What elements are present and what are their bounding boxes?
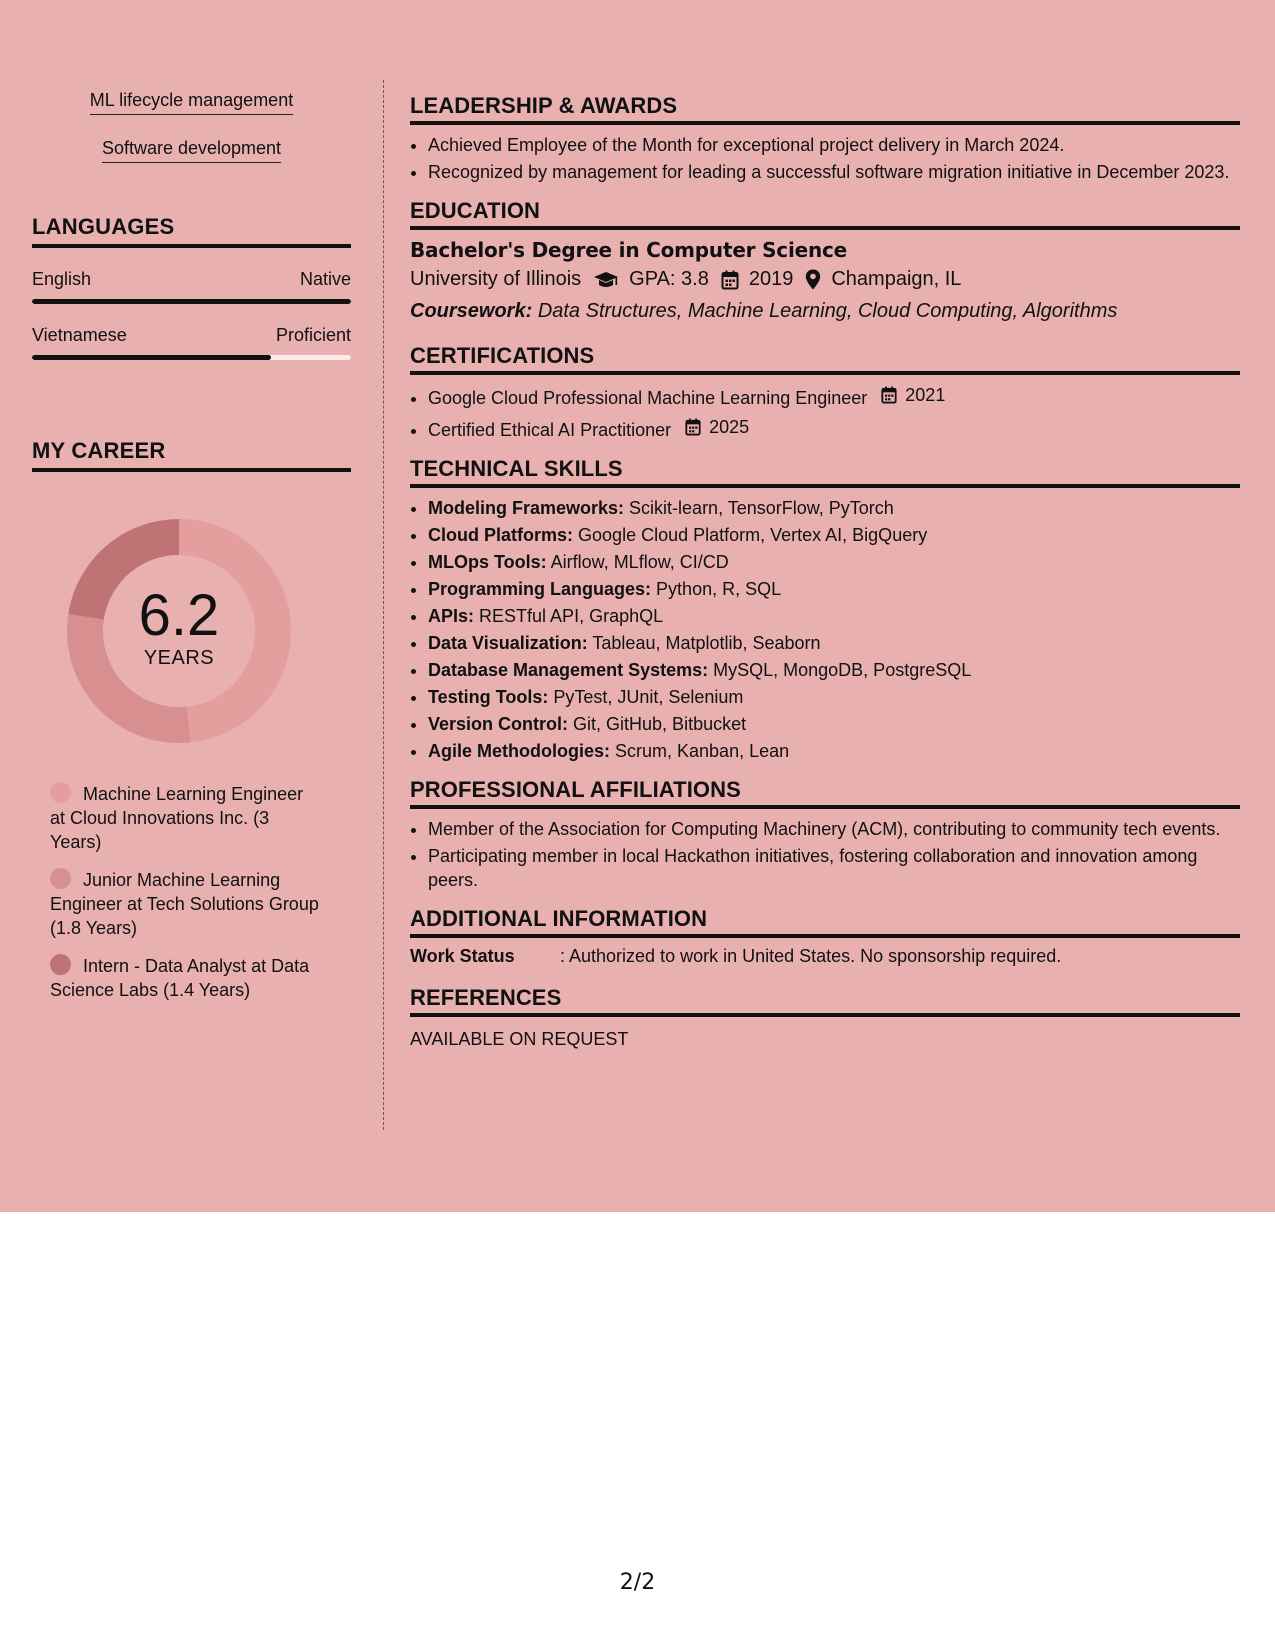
additional-info-section bbox=[410, 906, 1240, 967]
certification-item bbox=[428, 383, 1240, 410]
location-pin-icon bbox=[805, 269, 821, 290]
skill-values: Google Cloud Platform, Vertex AI, BigQuery bbox=[578, 525, 928, 545]
skill-item bbox=[428, 577, 1240, 601]
legend-dot bbox=[50, 868, 71, 889]
calendar-icon bbox=[881, 386, 901, 404]
language-name: English bbox=[32, 269, 92, 289]
skill-item bbox=[428, 685, 1240, 709]
skill-values: Scrum, Kanban, Lean bbox=[615, 741, 790, 761]
legend-dot bbox=[50, 782, 71, 803]
skill-item bbox=[428, 631, 1240, 655]
references-section bbox=[410, 985, 1240, 1050]
skill-values: RESTful API, GraphQL bbox=[479, 606, 664, 626]
certification-date bbox=[685, 415, 749, 439]
coursework-list: Data Structures, Machine Learning, Cloud Computing, Algorithms bbox=[537, 300, 1118, 322]
certifications-section bbox=[410, 343, 1240, 442]
language-row bbox=[32, 269, 351, 290]
language-proficiency-fill bbox=[32, 299, 351, 304]
work-status-row bbox=[410, 946, 1240, 967]
column-divider bbox=[383, 80, 384, 1130]
language-proficiency-fill bbox=[32, 355, 271, 360]
interest-item: Software development bbox=[102, 136, 281, 163]
certifications-list bbox=[410, 383, 1240, 442]
certification-date bbox=[881, 383, 945, 407]
skill-category: Programming Languages: bbox=[428, 579, 652, 599]
skill-item bbox=[428, 712, 1240, 736]
skill-item bbox=[428, 604, 1240, 628]
skill-category: Testing Tools: bbox=[428, 687, 549, 707]
language-item bbox=[32, 269, 351, 304]
leadership-section bbox=[410, 93, 1240, 184]
right-column bbox=[410, 93, 1240, 1050]
degree-title: Bachelor's Degree in Computer Science bbox=[410, 238, 848, 262]
language-item bbox=[32, 325, 351, 360]
skill-values: Scikit-learn, TensorFlow, PyTorch bbox=[629, 498, 894, 518]
career-heading: MY CAREER bbox=[32, 438, 351, 472]
language-level: Native bbox=[299, 269, 351, 289]
certification-item bbox=[428, 415, 1240, 442]
interest-item: ML lifecycle management bbox=[90, 88, 293, 115]
career-section bbox=[32, 438, 351, 1002]
skill-values: Tableau, Matplotlib, Seaborn bbox=[592, 633, 821, 653]
languages-list bbox=[32, 269, 351, 360]
career-legend-label: Machine Learning Engineer at Cloud Innovations Inc. (3 Years) bbox=[50, 784, 304, 852]
additional-info-heading: ADDITIONAL INFORMATION bbox=[410, 906, 1240, 938]
career-legend-item bbox=[50, 954, 320, 1002]
total-years-value: 6.2 bbox=[138, 582, 220, 648]
language-row bbox=[32, 325, 351, 346]
skill-values: MySQL, MongoDB, PostgreSQL bbox=[713, 660, 972, 680]
left-column bbox=[32, 80, 351, 1016]
leadership-list bbox=[410, 133, 1240, 184]
list-item: • Participating member in local Hackathon initiatives, fostering collaboration and innovation among peers. bbox=[428, 844, 1240, 892]
skills-section bbox=[410, 456, 1240, 763]
career-legend-label: Intern - Data Analyst at Data Science Labs (1.4 Years) bbox=[50, 956, 310, 1000]
gpa-value: GPA: 3.8 bbox=[629, 268, 709, 290]
skill-category: Version Control: bbox=[428, 714, 569, 734]
skill-values: PyTest, JUnit, Selenium bbox=[553, 687, 744, 707]
career-donut-chart bbox=[64, 516, 294, 746]
total-years-unit: YEARS bbox=[143, 646, 215, 669]
interests-list bbox=[32, 80, 351, 176]
skill-item bbox=[428, 523, 1240, 547]
list-item: • Achieved Employee of the Month for exceptional project delivery in March 2024. bbox=[428, 133, 1240, 157]
certification-year: 2021 bbox=[905, 385, 946, 405]
language-name: Vietnamese bbox=[32, 325, 127, 345]
list-item: • Member of the Association for Computing Machinery (ACM), contributing to community tech events. bbox=[428, 817, 1240, 841]
certification-name: Certified Ethical AI Practitioner bbox=[428, 420, 672, 440]
education-section bbox=[410, 198, 1240, 323]
language-proficiency-bar bbox=[32, 299, 351, 304]
work-status-value: : Authorized to work in United States. No sponsorship required. bbox=[560, 946, 1062, 966]
skill-values: Git, GitHub, Bitbucket bbox=[573, 714, 747, 734]
certifications-heading: CERTIFICATIONS bbox=[410, 343, 1240, 375]
career-legend bbox=[50, 782, 320, 1002]
affiliations-list bbox=[410, 817, 1240, 892]
skill-category: MLOps Tools: bbox=[428, 552, 547, 572]
skill-category: Data Visualization: bbox=[428, 633, 588, 653]
skill-item bbox=[428, 496, 1240, 520]
education-heading: EDUCATION bbox=[410, 198, 1240, 230]
affiliations-section bbox=[410, 777, 1240, 892]
list-item: • Recognized by management for leading a successful software migration initiative in December 2023. bbox=[428, 160, 1240, 184]
career-legend-item bbox=[50, 868, 320, 940]
language-proficiency-bar bbox=[32, 355, 351, 360]
skill-item bbox=[428, 550, 1240, 574]
career-legend-item bbox=[50, 782, 320, 854]
school-name: University of Illinois bbox=[410, 268, 582, 290]
skills-heading: TECHNICAL SKILLS bbox=[410, 456, 1240, 488]
languages-heading: LANGUAGES bbox=[32, 214, 351, 248]
skill-category: Database Management Systems: bbox=[428, 660, 709, 680]
school-location: Champaign, IL bbox=[831, 268, 962, 290]
legend-dot bbox=[50, 954, 71, 975]
affiliations-heading: PROFESSIONAL AFFILIATIONS bbox=[410, 777, 1240, 809]
graduation-year: 2019 bbox=[748, 268, 794, 290]
coursework-label: Coursework: bbox=[410, 300, 533, 322]
language-level: Proficient bbox=[275, 325, 351, 345]
skill-category: APIs: bbox=[428, 606, 475, 626]
skill-category: Modeling Frameworks: bbox=[428, 498, 625, 518]
leadership-heading: LEADERSHIP & AWARDS bbox=[410, 93, 1240, 125]
skill-item bbox=[428, 739, 1240, 763]
skill-category: Agile Methodologies: bbox=[428, 741, 610, 761]
skills-list bbox=[410, 496, 1240, 763]
certification-name: Google Cloud Professional Machine Learning Engineer bbox=[428, 388, 868, 408]
calendar-icon bbox=[721, 270, 739, 290]
page-number: 2/2 bbox=[619, 1570, 656, 1595]
skill-values: Airflow, MLflow, CI/CD bbox=[550, 552, 729, 572]
certification-year: 2025 bbox=[709, 417, 750, 437]
references-text: AVAILABLE ON REQUEST bbox=[410, 1029, 629, 1049]
references-heading: REFERENCES bbox=[410, 985, 1240, 1017]
career-legend-label: Junior Machine Learning Engineer at Tech Solutions Group (1.8 Years) bbox=[50, 870, 319, 938]
work-status-label: Work Status bbox=[410, 946, 515, 966]
donut-center bbox=[64, 516, 294, 746]
education-meta bbox=[410, 268, 1240, 291]
skill-item bbox=[428, 658, 1240, 682]
graduation-cap-icon bbox=[593, 271, 619, 289]
calendar-icon bbox=[685, 418, 705, 436]
skill-category: Cloud Platforms: bbox=[428, 525, 574, 545]
skill-values: Python, R, SQL bbox=[656, 579, 782, 599]
coursework bbox=[410, 300, 1240, 323]
languages-section bbox=[32, 214, 351, 360]
